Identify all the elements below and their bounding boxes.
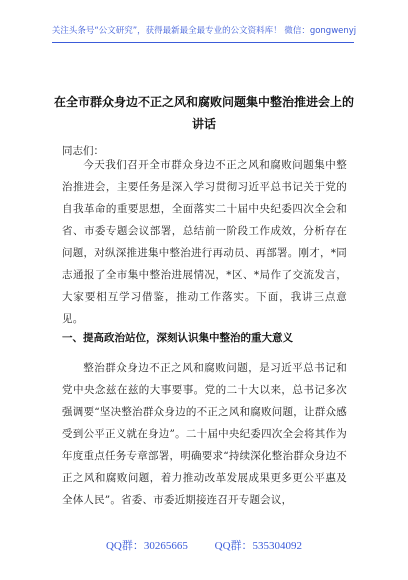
paragraph-intro (62, 154, 347, 330)
salutation: 同志们： (62, 145, 104, 157)
footer-qq-group-2: QQ群：535304092 (214, 540, 303, 552)
header-banner: 关注头条号“公文研究”，获得最新最全最专业的公文资料库！ 微信：gongwenyj (51, 26, 357, 36)
footer-qq-group-1: QQ群：30265665 (105, 540, 188, 552)
paragraph-section1 (62, 357, 347, 511)
paragraph-intro-text: 今天我们召开全市群众身边不正之风和腐败问题集中整治推进会，主要任务是深入学习贯彻习近平总书记关于党的自我革命的重要思想，全面落实二十届中央纪委四次全会和省、市委专题会议部署，总结前一阶段工作成效，分析存在问题，对纵深推进集中整治进行再动员、再部署。刚才，*同志通报了全市集中整治进展情况，*区、*局作了交流发言，大家要相互学习借鉴，推动工作落实。下面，我讲三点意见。 (62, 159, 347, 325)
header-divider (52, 42, 354, 43)
document-title-line2: 讲话 (191, 117, 216, 131)
section-heading-1: 一、提高政治站位，深刻认识集中整治的重大意义 (62, 332, 293, 344)
document-title-line1: 在全市群众身边不正之风和腐败问题集中整治推进会上的 (53, 95, 354, 109)
paragraph-section1-text: 整治群众身边不正之风和腐败问题，是习近平总书记和党中央念兹在兹的大事要事。党的二十大以来，总书记多次强调要“坚决整治群众身边的不正之风和腐败问题，让群众感受到公平正义就在身边”。二十届中央纪委四次全会将其作为年度重点任务专章部署，明确要求“持续深化整治群众身边不正之风和腐败问题，着力推动改革发展成果更多更公平惠及全体人民”。省委、市委近期接连召开专题会议， (62, 362, 347, 506)
footer-contacts (0, 537, 408, 553)
